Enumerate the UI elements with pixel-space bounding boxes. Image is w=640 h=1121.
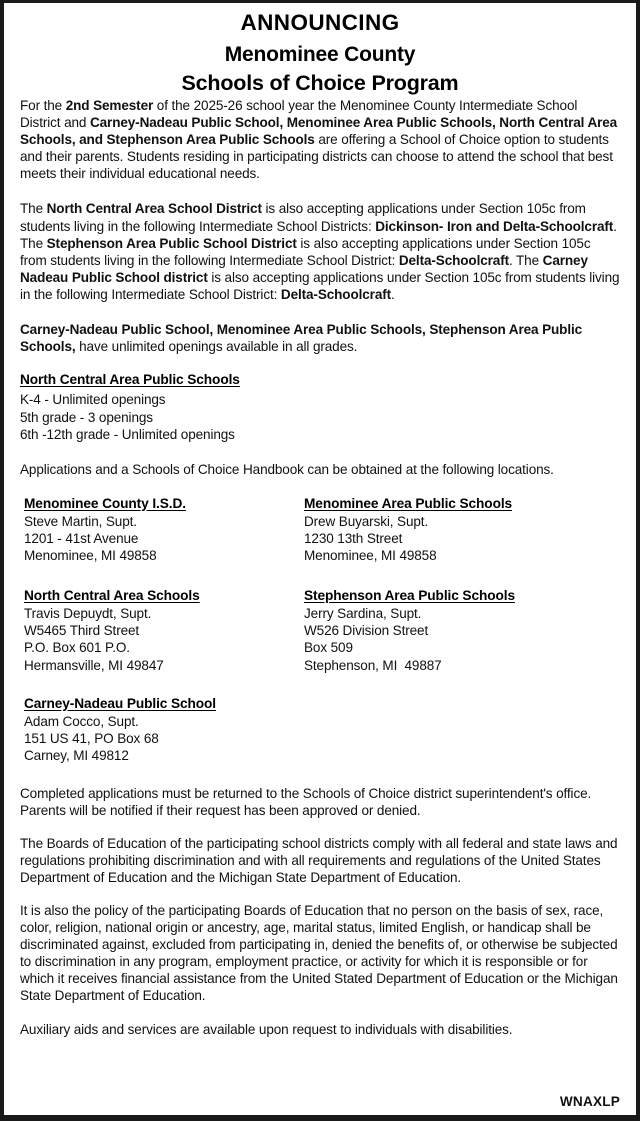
contact-line: 1230 13th Street [304,530,403,546]
contact-north-central-area-schools [24,587,200,675]
spacer [20,819,620,835]
openings-item: K-4 - Unlimited openings [20,392,166,408]
contact-line: Carney, MI 49812 [24,748,129,764]
openings-heading: North Central Area Public Schools [20,372,240,388]
contact-title: Menominee Area Public Schools [304,495,513,511]
s105c-text-3: . The [20,218,617,251]
contact-row-1 [20,495,620,587]
s105c-bold-5: Carney Nadeau Public School district [20,252,588,285]
paragraph-unlimited-openings [20,321,620,355]
contact-line: Stephenson, MI 49887 [304,657,442,673]
s105c-bold-1: North Central Area School District [46,201,262,217]
intro-text-2: of the 2025-26 school year the Menominee County Intermediate School District and [20,98,578,131]
contact-menominee-county-isd [24,495,186,565]
wnaxlp-code: WNAXLP [559,1094,620,1109]
paragraph-intro [20,97,620,182]
contact-line: Menominee, MI 49858 [304,548,437,564]
unlimited-bold-districts: Carney-Nadeau Public School, Menominee Area Public Schools, Stephenson Area Public Schools, [20,322,583,355]
s105c-bold-4: Delta-Schoolcraft [398,252,509,268]
s105c-text-7: . [391,286,395,302]
contact-line: W526 Division Street [304,622,429,638]
contact-line: Adam Cocco, Supt. [24,713,139,729]
s105c-text-2: is also accepting applications under Section 105c from students living in the following Intermediate School Districts: [20,201,586,234]
intro-text-3: are offering a School of Choice option to students and their parents. Students residing in participating districts can choose to attend the school that best meets their individual educational needs. [20,132,613,182]
spacer [20,303,620,321]
paragraph-applications-note: Applications and a Schools of Choice Handbook can be obtained at the following locations. [20,462,554,478]
openings-item: 5th grade - 3 openings [20,409,153,425]
spacer [20,1005,620,1021]
s105c-bold-3: Stephenson Area Public School District [46,235,297,251]
contact-line: Travis Depuydt, Supt. [24,605,152,621]
contact-line: 151 US 41, PO Box 68 [24,730,159,746]
contact-menominee-area-public-schools [304,495,512,565]
contact-line: Box 509 [304,640,353,656]
intro-bold-2: Carney-Nadeau Public School, Menominee Area Public Schools, North Central Area Schools, and Stephenson Area Public Schools [20,115,618,148]
headline-county: Menominee County [224,42,416,66]
contact-line: P.O. Box 601 P.O. [24,640,130,656]
contact-row-3 [20,695,620,785]
s105c-bold-2: Dickinson- Iron and Delta-Schoolcraft [375,218,614,234]
contact-title: Carney-Nadeau Public School [24,695,217,711]
contact-line: 1201 - 41st Avenue [24,530,139,546]
contact-carney-nadeau-public-school [24,695,216,765]
intro-bold-1: 2nd Semester [65,98,154,113]
s105c-bold-6: Delta-Schoolcraft [280,286,392,302]
s105c-text-6: is also accepting applications under Section 105c from students living in the following Intermediate School District: [20,269,620,302]
contact-line: W5465 Third Street [24,622,140,638]
openings-item: 6th -12th grade - Unlimited openings [20,427,235,443]
paragraph-returned-applications: Completed applications must be returned to the Schools of Choice district superintendent's office. Parents will be notified if their request has been approved or denied. [20,785,592,818]
contact-line: Menominee, MI 49858 [24,548,157,564]
contact-title: Stephenson Area Public Schools [304,587,515,603]
contact-line: Jerry Sardina, Supt. [304,605,422,621]
spacer [20,886,620,902]
headline-block [20,12,620,94]
contact-title: Menominee County I.S.D. [24,495,186,511]
s105c-text-1: The [20,201,47,217]
contact-stephenson-area-public-schools [304,587,515,675]
openings-block [20,371,620,443]
contact-line: Hermansville, MI 49847 [24,657,164,673]
headline-program: Schools of Choice Program [181,70,459,95]
openings-list [20,391,620,443]
contact-line: Steve Martin, Supt. [24,513,137,529]
contact-row-2 [20,587,620,695]
s105c-text-5: . The [508,252,543,268]
paragraph-auxiliary-aids: Auxiliary aids and services are available upon request to individuals with disabilities. [20,1021,513,1037]
paragraph-nondiscrimination: It is also the policy of the participating Boards of Education that no person on the basis of sex, race, color, religion, national origin or ancestry, age, marital status, limited English, or handicap shall be discriminated against, excluded from participating in, denied the benefits of, or otherwise be subjected to discrimination in any program, employment practice, or activity for which it is responsible or for which it receives financial assistance from the United Stated Department of Education or the Michigan State Department of Education. [20,903,618,1004]
intro-text-1: For the [20,98,66,113]
notice-content [4,3,636,1115]
contact-line: Drew Buyarski, Supt. [304,513,429,529]
paragraph-compliance: The Boards of Education of the participating school districts comply with all federal and state laws and regulations prohibiting discrimination and with all requirements and regulations of the United States Department of Education and the Michigan State Department of Education. [20,835,618,885]
spacer [20,355,620,371]
unlimited-text: have unlimited openings available in all grades. [75,339,358,355]
headline-announcing: ANNOUNCING [240,10,400,35]
spacer [20,443,620,461]
s105c-text-4: is also accepting applications under Section 105c from students living in the following Intermediate School District: [20,235,591,268]
contact-title: North Central Area Schools [24,587,200,603]
paragraph-section-105c [20,200,620,303]
spacer [20,479,620,495]
spacer [20,182,620,200]
